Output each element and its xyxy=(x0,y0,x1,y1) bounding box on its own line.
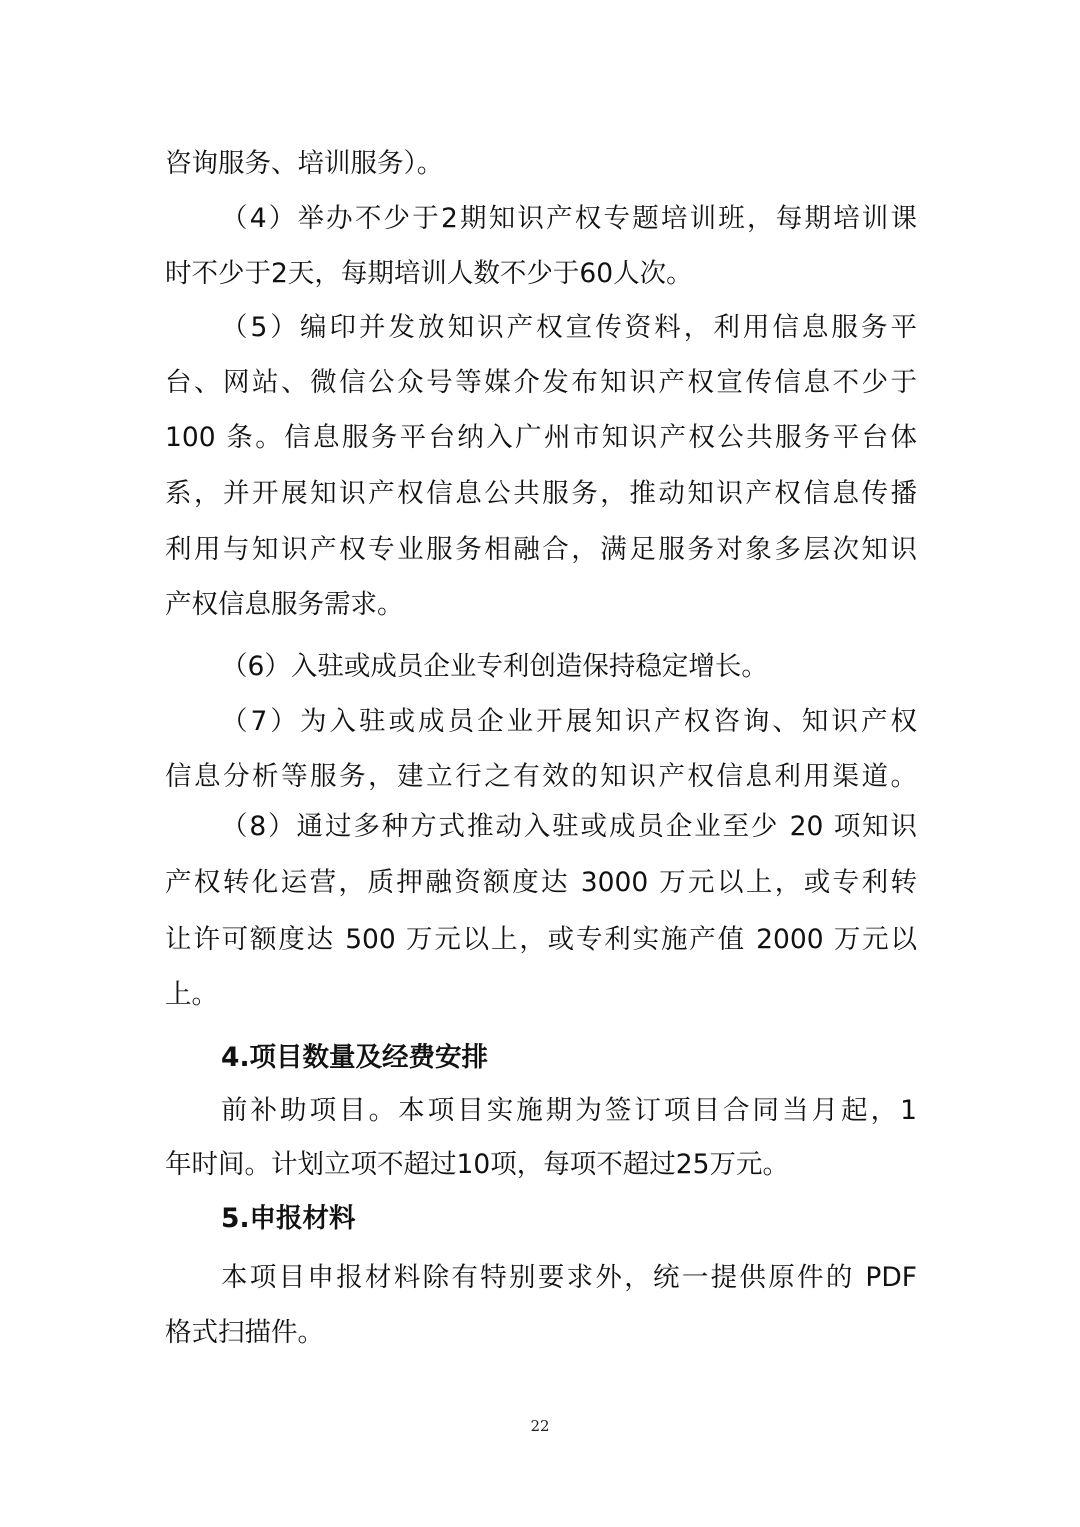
section-heading-5: 5.申报材料 xyxy=(221,1203,356,1234)
text-line: 时不少于2天，每期培训人数不少于60人次。 xyxy=(165,258,693,289)
text-line: 格式扫描件。 xyxy=(165,1317,324,1348)
text-line: 系，并开展知识产权信息公共服务，推动知识产权信息传播 xyxy=(165,478,917,509)
text-line: 台、网站、微信公众号等媒介发布知识产权宣传信息不少于 xyxy=(165,367,917,398)
list-item-5: （5）编印并发放知识产权宣传资料，利用信息服务平 xyxy=(221,312,917,343)
text-line: 产权转化运营，质押融资额度达 3000 万元以上，或专利转 xyxy=(165,867,917,898)
list-item-6: （6）入驻或成员企业专利创造保持稳定增长。 xyxy=(221,651,768,682)
section-heading-4: 4.项目数量及经费安排 xyxy=(221,1042,489,1073)
text-line: 100 条。信息服务平台纳入广州市知识产权公共服务平台体 xyxy=(165,422,917,453)
text-line: 让许可额度达 500 万元以上，或专利实施产值 2000 万元以 xyxy=(165,924,917,955)
text-line: 信息分析等服务，建立行之有效的知识产权信息利用渠道。 xyxy=(165,761,917,792)
text-line: 咨询服务、培训服务）。 xyxy=(165,148,444,179)
text-line: 年时间。计划立项不超过10项，每项不超过25万元。 xyxy=(165,1149,789,1180)
page-number: 22 xyxy=(530,1417,550,1435)
list-item-7: （7）为入驻或成员企业开展知识产权咨询、知识产权 xyxy=(221,706,917,737)
text-line: 产权信息服务需求。 xyxy=(165,589,404,620)
paragraph-start: 前补助项目。本项目实施期为签订项目合同当月起，1 xyxy=(221,1095,917,1126)
text-line: 利用与知识产权专业服务相融合，满足服务对象多层次知识 xyxy=(165,534,917,565)
paragraph-start: 本项目申报材料除有特别要求外，统一提供原件的 PDF xyxy=(221,1262,917,1293)
list-item-4: （4）举办不少于2期知识产权专题培训班，每期培训课 xyxy=(221,203,917,234)
text-line: 上。 xyxy=(165,979,218,1010)
list-item-8: （8）通过多种方式推动入驻或成员企业至少 20 项知识 xyxy=(221,811,917,842)
